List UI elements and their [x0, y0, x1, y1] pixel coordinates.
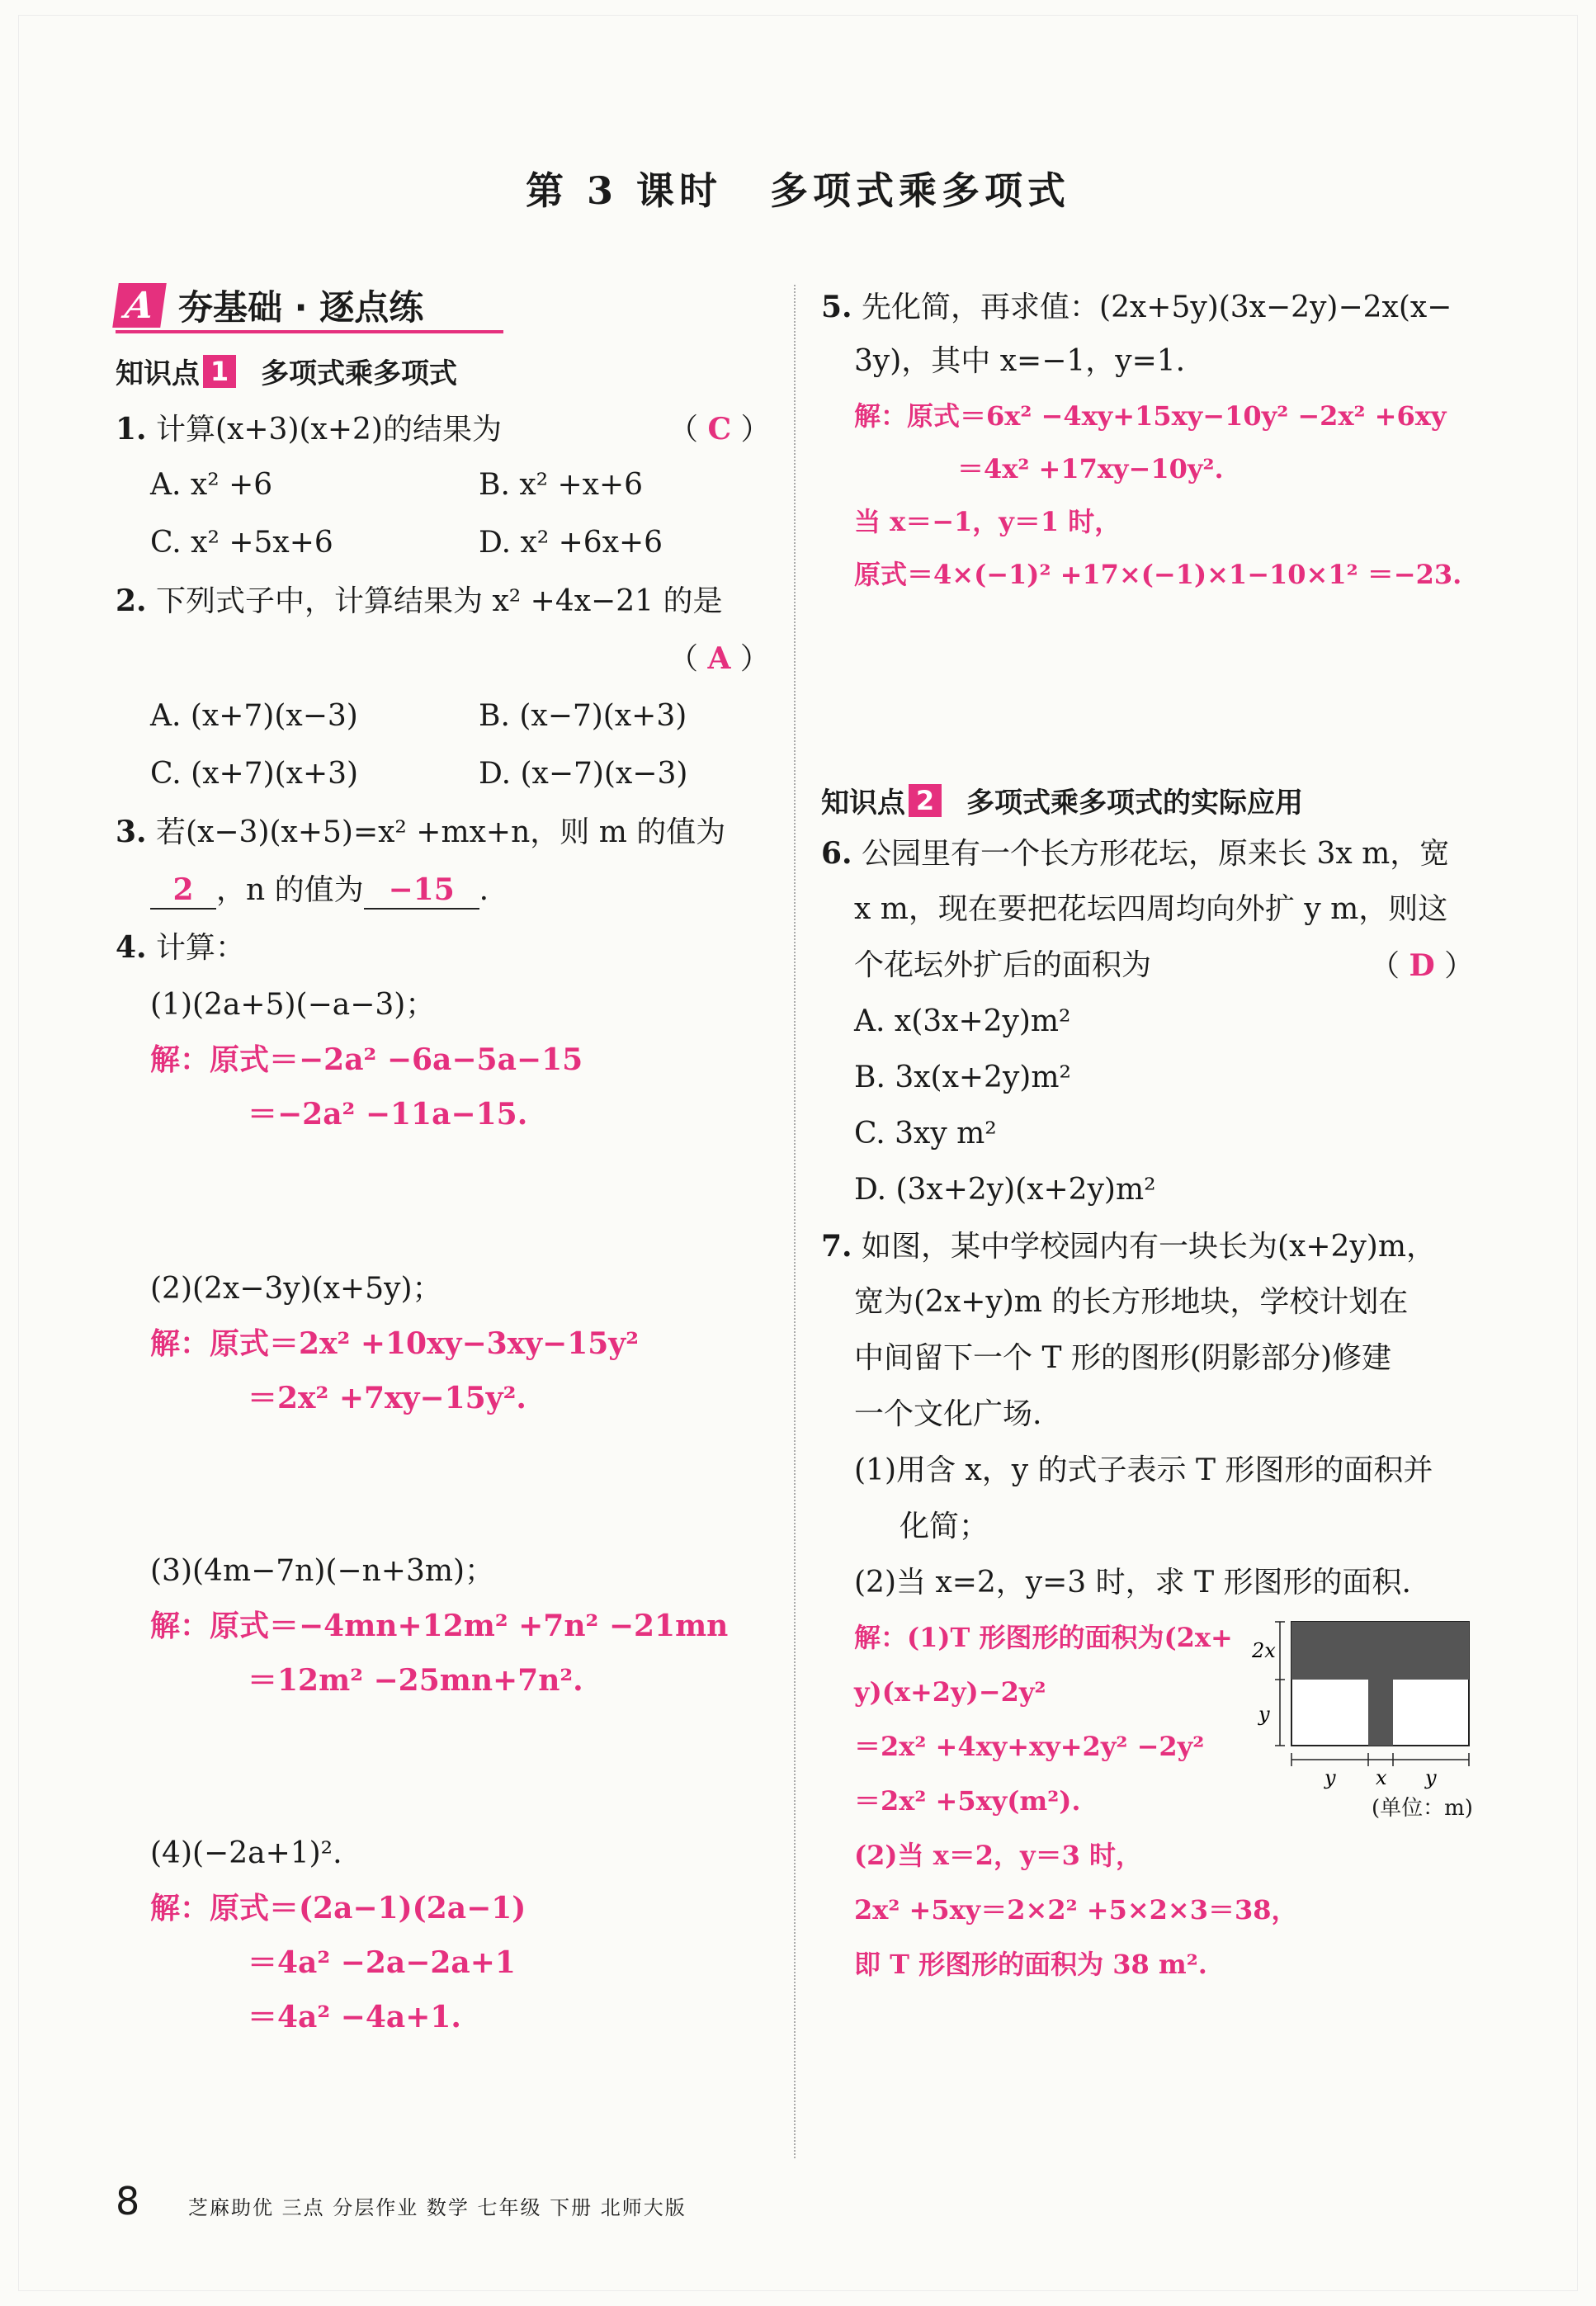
q4-part4-solution-2: ＝4a² −2a−2a+1	[248, 1945, 516, 1980]
q1-answer: C	[707, 412, 732, 447]
q1-answer-bracket: （ C ）	[668, 412, 771, 447]
q2-option-b: B. (x−7)(x+3)	[479, 699, 687, 733]
q4-part2: (2)(2x−3y)(x+5y)；	[150, 1272, 442, 1306]
q4-part3-solution-1: 解：原式＝−4mn+12m² +7n² −21mn	[150, 1609, 729, 1643]
q3-stem: 3. 若(x−3)(x+5)=x² +mx+n，则 m 的值为	[116, 815, 726, 849]
q6-stem-3: 个花坛外扩后的面积为	[854, 948, 1152, 982]
q7-stem-4: 一个文化广场.	[854, 1397, 1042, 1431]
lesson-topic: 多项式乘多项式	[770, 168, 1071, 213]
section-header	[116, 281, 423, 330]
q4-part2-solution-1: 解：原式＝2x² +10xy−3xy−15y²	[150, 1326, 639, 1361]
column-divider	[794, 285, 796, 2158]
q6-option-a: A. x(3x+2y)m²	[854, 1004, 1071, 1038]
q7-stem-2: 宽为(2x+y)m 的长方形地块，学校计划在	[854, 1285, 1409, 1319]
t-shape-figure	[1250, 1618, 1477, 1794]
q3-blanks: 2 ，n 的值为 −15 .	[150, 872, 489, 910]
q1-option-b: B. x² +x+6	[479, 468, 644, 502]
section-title: 夯基础 · 逐点练	[178, 287, 424, 328]
kp-label: 知识点	[821, 787, 905, 820]
t-shape-top-bar	[1291, 1622, 1469, 1680]
q2-option-d: D. (x−7)(x−3)	[479, 757, 688, 791]
q7-solution-7: 即 T 形图形的面积为 38 m².	[854, 1949, 1207, 1980]
q7-sub1-1: (1)用含 x，y 的式子表示 T 形图形的面积并	[854, 1453, 1433, 1487]
q4-part4: (4)(−2a+1)².	[150, 1836, 342, 1870]
q2-answer-bracket: （ A ）	[668, 641, 770, 676]
q7-solution-2: y)(x+2y)−2y²	[854, 1676, 1046, 1708]
q4-part2-solution-2: ＝2x² +7xy−15y².	[248, 1381, 526, 1415]
page-number: 8	[116, 2179, 140, 2223]
q2-answer: A	[707, 641, 731, 676]
q4-stem: 4. 计算：	[116, 930, 246, 965]
q1-stem: 1. 计算(x+3)(x+2)的结果为	[116, 412, 502, 447]
q7-sub1-2: 化简；	[900, 1510, 989, 1543]
kp-title: 多项式乘多项式	[261, 357, 457, 390]
q3-answer-n: −15	[364, 872, 479, 910]
q6-option-b: B. 3x(x+2y)m²	[854, 1061, 1071, 1094]
q6-answer-bracket: （ D ）	[1370, 948, 1475, 983]
section-underline	[116, 330, 503, 333]
q1-option-d: D. x² +6x+6	[479, 526, 663, 560]
label-2x: 2x	[1252, 1639, 1276, 1662]
q3-answer-m: 2	[150, 872, 216, 910]
kp-number: 2	[909, 784, 942, 817]
q7-solution-6: 2x² +5xy＝2×2² +5×2×3＝38，	[854, 1894, 1298, 1926]
label-y-left: y	[1324, 1766, 1336, 1789]
section-badge: A	[112, 283, 167, 328]
q4-part4-solution-3: ＝4a² −4a+1.	[248, 2000, 461, 2034]
q6-option-c: C. 3xy m²	[854, 1117, 997, 1151]
q5-solution-1: 解：原式＝6x² −4xy+15xy−10y² −2x² +6xy	[854, 400, 1447, 432]
q7-solution-3: ＝2x² +4xy+xy+2y² −2y²	[854, 1731, 1205, 1762]
q7-stem-3: 中间留下一个 T 形的图形(阴影部分)修建	[854, 1341, 1391, 1375]
q2-option-a: A. (x+7)(x−3)	[150, 699, 358, 733]
q6-stem-2: x m，现在要把花坛四周均向外扩 y m，则这	[854, 892, 1448, 926]
footer-text: 芝麻助优 三点 分层作业 数学 七年级 下册 北师大版	[188, 2196, 687, 2219]
q4-part1-solution-2: ＝−2a² −11a−15.	[248, 1097, 528, 1132]
q1-option-a: A. x² +6	[150, 468, 273, 502]
q7-sub2: (2)当 x=2，y=3 时，求 T 形图形的面积.	[854, 1566, 1412, 1600]
q7-stem-1: 7. 如图，某中学校园内有一块长为(x+2y)m，	[821, 1229, 1436, 1264]
q5-solution-3: 当 x＝−1，y＝1 时，	[854, 506, 1121, 537]
figure-unit: (单位：m)	[1372, 1796, 1473, 1821]
q4-part3-solution-2: ＝12m² −25mn+7n².	[248, 1663, 583, 1698]
kp-title: 多项式乘多项式的实际应用	[966, 787, 1303, 820]
q2-option-c: C. (x+7)(x+3)	[150, 757, 359, 791]
q5-solution-2: ＝4x² +17xy−10y².	[957, 453, 1224, 484]
q6-stem-1: 6. 公园里有一个长方形花坛，原来长 3x m，宽	[821, 836, 1450, 871]
q7-solution-1: 解：(1)T 形图形的面积为(2x+	[854, 1622, 1233, 1653]
q7-solution-4: ＝2x² +5xy(m²).	[854, 1785, 1081, 1817]
q4-part1: (1)(2a+5)(−a−3)；	[150, 988, 436, 1022]
q6-answer: D	[1409, 948, 1435, 983]
q6-option-d: D. (3x+2y)(x+2y)m²	[854, 1173, 1156, 1207]
kp-label: 知识点	[116, 357, 200, 390]
t-shape-stem	[1368, 1680, 1393, 1746]
q4-part1-solution-1: 解：原式＝−2a² −6a−5a−15	[150, 1042, 583, 1077]
t-shape-diagram	[1250, 1618, 1477, 1791]
label-y-right: y	[1425, 1766, 1437, 1789]
label-x: x	[1376, 1766, 1387, 1789]
label-y-height: y	[1258, 1703, 1270, 1726]
q2-stem: 2. 下列式子中，计算结果为 x² +4x−21 的是	[116, 584, 723, 618]
q5-solution-4: 原式＝4×(−1)² +17×(−1)×1−10×1² ＝−23.	[854, 559, 1462, 590]
q5-stem-1: 5. 先化简，再求值：(2x+5y)(3x−2y)−2x(x−	[821, 290, 1452, 324]
q5-stem-2: 3y)，其中 x=−1，y=1.	[854, 344, 1186, 378]
q4-part4-solution-1: 解：原式＝(2a−1)(2a−1)	[150, 1891, 526, 1926]
knowledge-point-2	[821, 780, 1303, 820]
kp-number: 1	[203, 355, 236, 388]
q4-part3: (3)(4m−7n)(−n+3m)；	[150, 1554, 495, 1588]
lesson-title	[0, 161, 1596, 215]
q7-solution-5: (2)当 x＝2，y＝3 时，	[854, 1840, 1143, 1871]
lesson-number: 第 3 课时	[525, 168, 723, 213]
knowledge-point-1	[116, 351, 457, 391]
q1-option-c: C. x² +5x+6	[150, 526, 333, 560]
